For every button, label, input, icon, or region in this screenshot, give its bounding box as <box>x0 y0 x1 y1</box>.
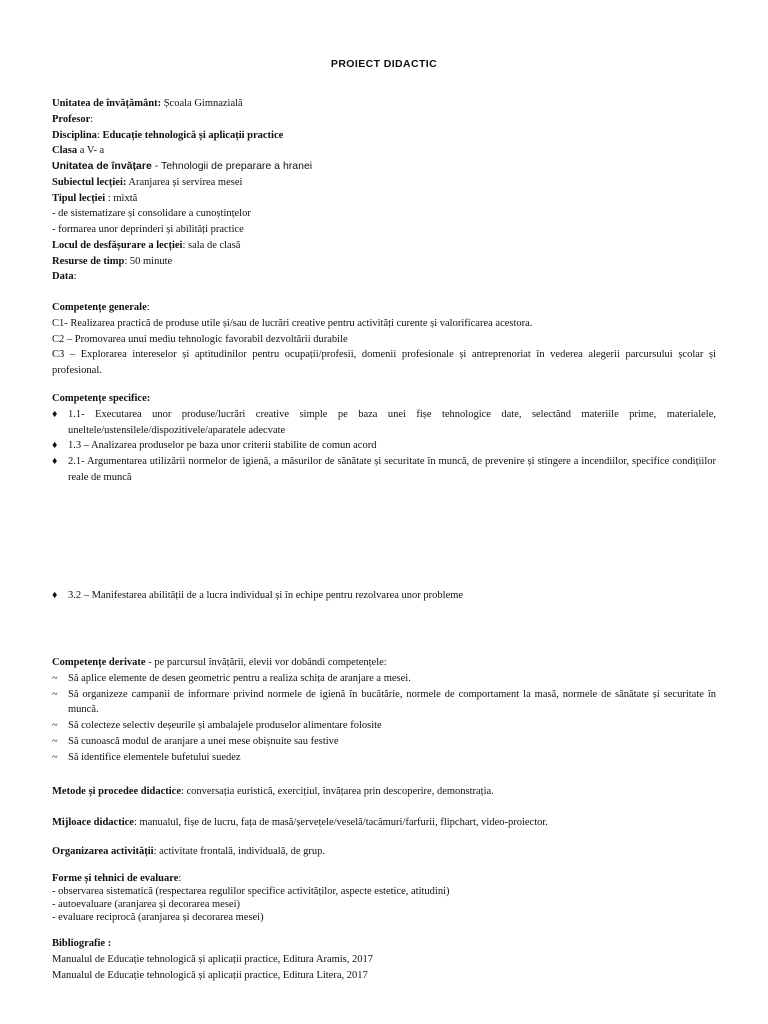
field-label: Locul de desfășurare a lecției <box>52 239 183 251</box>
tilde-bullet-icon: ~ <box>52 751 58 763</box>
field-label: Disciplina <box>52 129 97 141</box>
field-clasa <box>52 143 716 159</box>
field-value: : <box>90 113 94 125</box>
general-item: C1- Realizarea practică de produse utile și/sau de lucrări creative pentru activități curente și valorificarea acestora. <box>52 317 533 329</box>
section-heading: Forme și tehnici de evaluare: <box>52 873 182 884</box>
field-value: a V- a <box>77 145 105 157</box>
competente-derivate-section <box>52 655 716 765</box>
field-value: Școala Gimnazială <box>161 98 243 109</box>
diamond-bullet-icon: ♦ <box>52 456 58 467</box>
derived-item: ~ Să cunoască modul de aranjare a unei mese obișnuite sau festive <box>52 734 716 750</box>
tip-item: - de sistematizare și consolidare a cunoștințelor <box>52 208 251 220</box>
field-label: Profesor <box>52 113 91 125</box>
evaluare-item: - observarea sistematică (respectarea regulilor specifice activităților, aspecte estetice, atitudini) <box>52 886 450 898</box>
field-value: : manualul, fișe de lucru, fața de masă/șervețele/veselă/tacâmuri/farfurii, flipchart, video-proiector. <box>133 817 548 828</box>
document-title: PROIECT DIDACTIC <box>330 58 438 70</box>
bibliography-item: Manualul de Educație tehnologică și aplicații practice, Editura Aramis, 2017 <box>52 953 374 965</box>
metode-section <box>52 784 716 800</box>
field-label: Unitatea de învățare <box>52 160 152 172</box>
competente-specifice-continued <box>52 588 716 604</box>
field-value: : 50 minute <box>124 255 173 267</box>
diamond-bullet-icon: ♦ <box>52 408 58 420</box>
evaluare-item: - evaluare reciprocă (aranjarea și decorarea mesei) <box>52 912 264 924</box>
field-separator: : <box>96 129 103 141</box>
field-value: - Tehnologii de preparare a hranei <box>151 160 313 172</box>
diamond-bullet-icon: ♦ <box>52 440 58 452</box>
specific-item: ♦ 2.1- Argumentarea utilizării normelor de igienă, a măsurilor de sănătate și securitate în muncă, de prevenire și stingere a incendiilor, specifice condițiilor reale de muncă <box>52 456 716 483</box>
field-resurse <box>52 254 716 270</box>
field-label: Subiectul lecției: <box>52 176 127 188</box>
diamond-bullet-icon: ♦ <box>52 590 58 601</box>
field-value: : activitate frontală, individuală, de grup. <box>153 846 326 857</box>
field-value: : sala de clasă <box>182 239 241 251</box>
section-heading: Competențe derivate - pe parcursul învățării, elevii vor dobândi competențele: <box>52 657 387 668</box>
field-label: Organizarea activității <box>52 846 154 857</box>
field-value: : <box>73 271 77 283</box>
field-profesor <box>52 112 716 128</box>
field-label: Resurse de timp <box>52 255 125 267</box>
tilde-bullet-icon: ~ <box>52 688 58 700</box>
bibliography-item: Manualul de Educație tehnologică și aplicații practice, Editura Litera, 2017 <box>52 969 368 981</box>
field-subiectul <box>52 175 716 191</box>
mijloace-section <box>52 815 716 831</box>
field-value: Educație tehnologică și aplicații practice <box>102 129 284 141</box>
field-label: Data <box>52 271 74 283</box>
tip-item: - formarea unor deprinderi și abilități practice <box>52 224 244 235</box>
field-tipul <box>52 191 716 207</box>
tilde-bullet-icon: ~ <box>52 720 58 731</box>
derived-item: ~ Să organizeze campanii de informare privind normele de igienă în bucătărie, normele de comportament la masă, normele de sănătate și securitate în muncă. <box>52 688 716 716</box>
field-label: Metode și procedee didactice <box>52 786 181 797</box>
specific-item: ♦ 1.3 – Analizarea produselor pe baza unor criterii stabilite de comun acord <box>52 438 716 454</box>
field-label: Mijloace didactice <box>52 817 134 828</box>
specific-item: ♦ 1.1- Executarea unor produse/lucrări creative simple pe baza unei fișe tehnologice date, selectând materiile prime, materialele, uneltele/ustensilele/dispozitivele/aparatele adecvate <box>52 408 716 436</box>
field-value: : conversația euristică, exercițiul, învățarea prin descoperire, demonstrația. <box>180 786 494 797</box>
competente-generale-section <box>52 300 716 379</box>
field-value: Aranjarea și servirea mesei <box>126 176 243 188</box>
section-heading: Bibliografie : <box>52 938 112 949</box>
competente-specifice-section <box>52 391 716 486</box>
field-unitatea-invatare <box>52 159 716 175</box>
derived-item: ~ Să colecteze selectiv deșeurile și ambalajele produselor alimentare folosite <box>52 718 716 734</box>
field-locul <box>52 238 716 254</box>
field-unitatea <box>52 96 716 112</box>
evaluare-item: - autoevaluare (aranjarea și decorarea mesei) <box>52 899 241 911</box>
tilde-bullet-icon: ~ <box>52 735 58 747</box>
general-item: C3 – Explorarea intereselor și aptitudinilor pentru ocupații/profesii, domenii profesionale și antreprenoriat în vederea alegerii parcursului școlar și profesional. <box>52 349 716 376</box>
derived-item: ~ Să identifice elementele bufetului suedez <box>52 750 716 766</box>
section-heading: Competențe generale: <box>52 302 150 313</box>
field-label: Tipul lecției <box>52 192 106 204</box>
section-heading: Competențe specifice: <box>52 393 151 404</box>
bibliografie-section <box>52 936 716 983</box>
general-item: C2 – Promovarea unui mediu tehnologic favorabil dezvoltării durabile <box>52 333 348 345</box>
derived-item: ~ Să aplice elemente de desen geometric pentru a realiza schița de aranjare a mesei. <box>52 671 716 687</box>
field-label: Clasa <box>52 145 78 157</box>
header-fields <box>52 96 716 285</box>
tilde-bullet-icon: ~ <box>52 672 58 684</box>
field-data <box>52 269 716 285</box>
evaluare-section <box>52 872 716 925</box>
field-value: : mixtă <box>105 192 138 204</box>
field-label: Unitatea de învățământ: <box>52 98 162 109</box>
field-disciplina <box>52 128 716 144</box>
organizarea-section <box>52 844 716 860</box>
specific-item: ♦ 3.2 – Manifestarea abilității de a lucra individual și în echipe pentru rezolvarea unor probleme <box>52 588 716 604</box>
